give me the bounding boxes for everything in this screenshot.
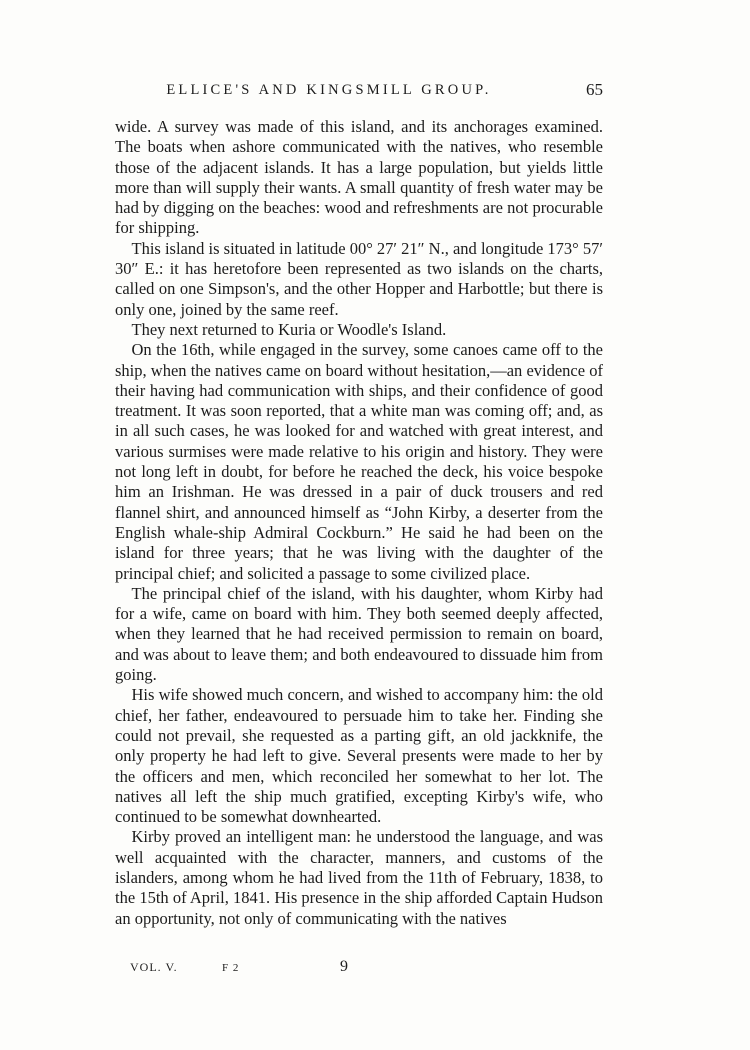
- paragraph-latitude: This island is situated in latitude 00° 27′ 21″ N., and longitude 173° 57′ 30″ E.: it has heretofore been represented as two islands on the charts, called on one Simpson's, and the other Hopper and Harbottle; but there is only one, joined by the same reef.: [115, 238, 603, 319]
- paragraph-continuation: wide. A survey was made of this island, and its anchorages examined. The boats when ashore communicated with the natives, who resemble those of the adjacent islands. It has a large population, but yields little more than will supply their wants. A small quantity of fresh water may be had by digging on the beaches: wood and refreshments are not procurable for shipping.: [115, 117, 603, 238]
- paragraph-kuria: They next returned to Kuria or Woodle's Island.: [131, 319, 447, 339]
- paragraph-principal-chief: The principal chief of the island, with his daughter, whom Kirby had for a wife, came on board with him. They both seemed deeply affected, when they learned that he had received permission to remain on board, and was about to leave them; and both endeavoured to dissuade him from going.: [115, 583, 603, 685]
- page-footer: [130, 958, 430, 978]
- running-head: [115, 82, 603, 106]
- page-number: 65: [586, 80, 603, 99]
- volume-mark: VOL. V.: [130, 960, 178, 974]
- paragraph-kirby: Kirby proved an intelligent man: he understood the language, and was well acquainted with the character, manners, and customs of the islanders, among whom he had lived from the 11th of February, 1838, to the 15th of April, 1841. His presence in the ship afforded Captain Hudson an opportunity, not only of communicating with the natives: [115, 827, 603, 928]
- signature-mark: F 2: [222, 962, 240, 974]
- running-title: ELLICE'S AND KINGSMILL GROUP.: [166, 82, 492, 98]
- paragraph-wife: His wife showed much concern, and wished to accompany him: the old chief, her father, endeavoured to persuade him to take her. Finding she could not prevail, she requested as a parting gift, an old jackknife, the only property he had left to give. Several presents were made to her by the officers and men, which reconciled her somewhat to her lot. The natives all left the ship much gratified, excepting Kirby's wife, who continued to be somewhat downhearted.: [115, 685, 603, 827]
- body-text: [115, 117, 603, 929]
- paragraph-16th: On the 16th, while engaged in the survey, some canoes came off to the ship, when the natives came on board without hesitation,—an evidence of their having had communication with ships, and their confidence of good treatment. It was soon reported, that a white man was coming off; and, as in all such cases, he was looked for and watched with great interest, and various surmises were made relative to his origin and history. They were not long left in doubt, for before he reached the deck, his voice bespoke him an Irishman. He was dressed in a pair of duck trousers and red flannel shirt, and announced himself as “John Kirby, a deserter from the English whale-ship Admiral Cockburn.” He said he had been on the island for three years; that he was living with the daughter of the principal chief; and solicited a passage to some civilized place.: [115, 340, 603, 583]
- sheet-number: 9: [340, 958, 348, 975]
